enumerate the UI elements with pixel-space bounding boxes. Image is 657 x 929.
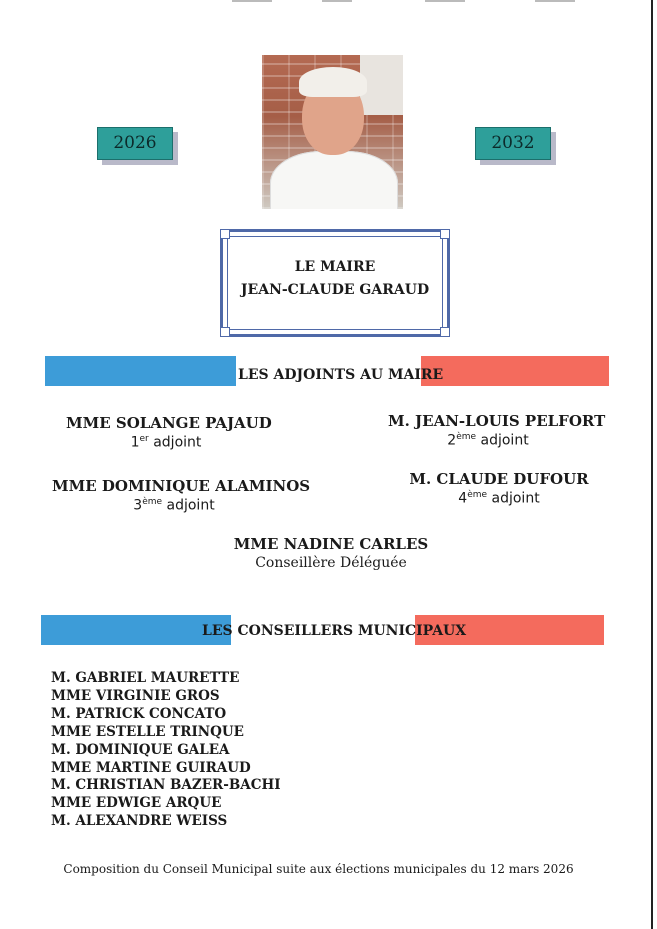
adjoint-1 [66, 414, 272, 451]
list-item: MME ESTELLE TRINQUE [51, 723, 244, 740]
list-item: M. GABRIEL MAURETTE [51, 670, 240, 686]
adjoint-name: MME SOLANGE PAJAUD [66, 414, 272, 432]
adjoint-3 [52, 477, 311, 514]
delegate-name: MME NADINE CARLES [233, 535, 429, 553]
term-end-year: 2032 [475, 127, 551, 160]
adjoint-2 [388, 412, 606, 449]
councillors-section-title: LES CONSEILLERS MUNICIPAUX [202, 623, 467, 639]
adjoint-name: M. CLAUDE DUFOUR [409, 470, 589, 488]
adjoint-rank: 1er adjoint [130, 434, 202, 451]
scan-mark [535, 0, 575, 2]
list-item: MME MARTINE GUIRAUD [51, 759, 251, 776]
adjoint-rank: 2ème adjoint [447, 432, 529, 449]
mayor-photo [262, 55, 403, 209]
list-item: M. DOMINIQUE GALEA [51, 741, 230, 758]
adjoints-band-blue [45, 356, 236, 386]
adjoint-name: M. JEAN-LOUIS PELFORT [388, 412, 606, 430]
delegate [231, 535, 431, 571]
list-item: MME VIRGINIE GROS [51, 687, 220, 704]
councillors-list [51, 670, 281, 831]
list-item: M. CHRISTIAN BAZER-BACHI [51, 777, 281, 794]
adjoint-4 [399, 470, 599, 507]
list-item: M. ALEXANDRE WEISS [51, 813, 228, 830]
adjoint-rank: 3ème adjoint [133, 497, 215, 514]
adjoint-name: MME DOMINIQUE ALAMINOS [52, 477, 311, 495]
footer-note: Composition du Conseil Municipal suite aux élections municipales du 12 mars 2026 [63, 862, 574, 876]
mayor-frame [220, 229, 450, 337]
scan-mark [232, 0, 272, 2]
mayor-title: LE MAIRE [294, 259, 376, 275]
delegate-role: Conseillère Déléguée [255, 555, 407, 571]
list-item: MME EDWIGE ARQUE [51, 795, 222, 812]
scan-mark [425, 0, 465, 2]
adjoints-section-title: LES ADJOINTS AU MAIRE [238, 367, 444, 383]
scan-edge [651, 0, 653, 929]
term-start-year: 2026 [97, 127, 173, 160]
mayor-name: JEAN-CLAUDE GARAUD [240, 282, 430, 298]
scan-mark [322, 0, 352, 2]
adjoint-rank: 4ème adjoint [458, 490, 540, 507]
adjoints-band-red [421, 356, 609, 386]
list-item: M. PATRICK CONCATO [51, 705, 227, 722]
